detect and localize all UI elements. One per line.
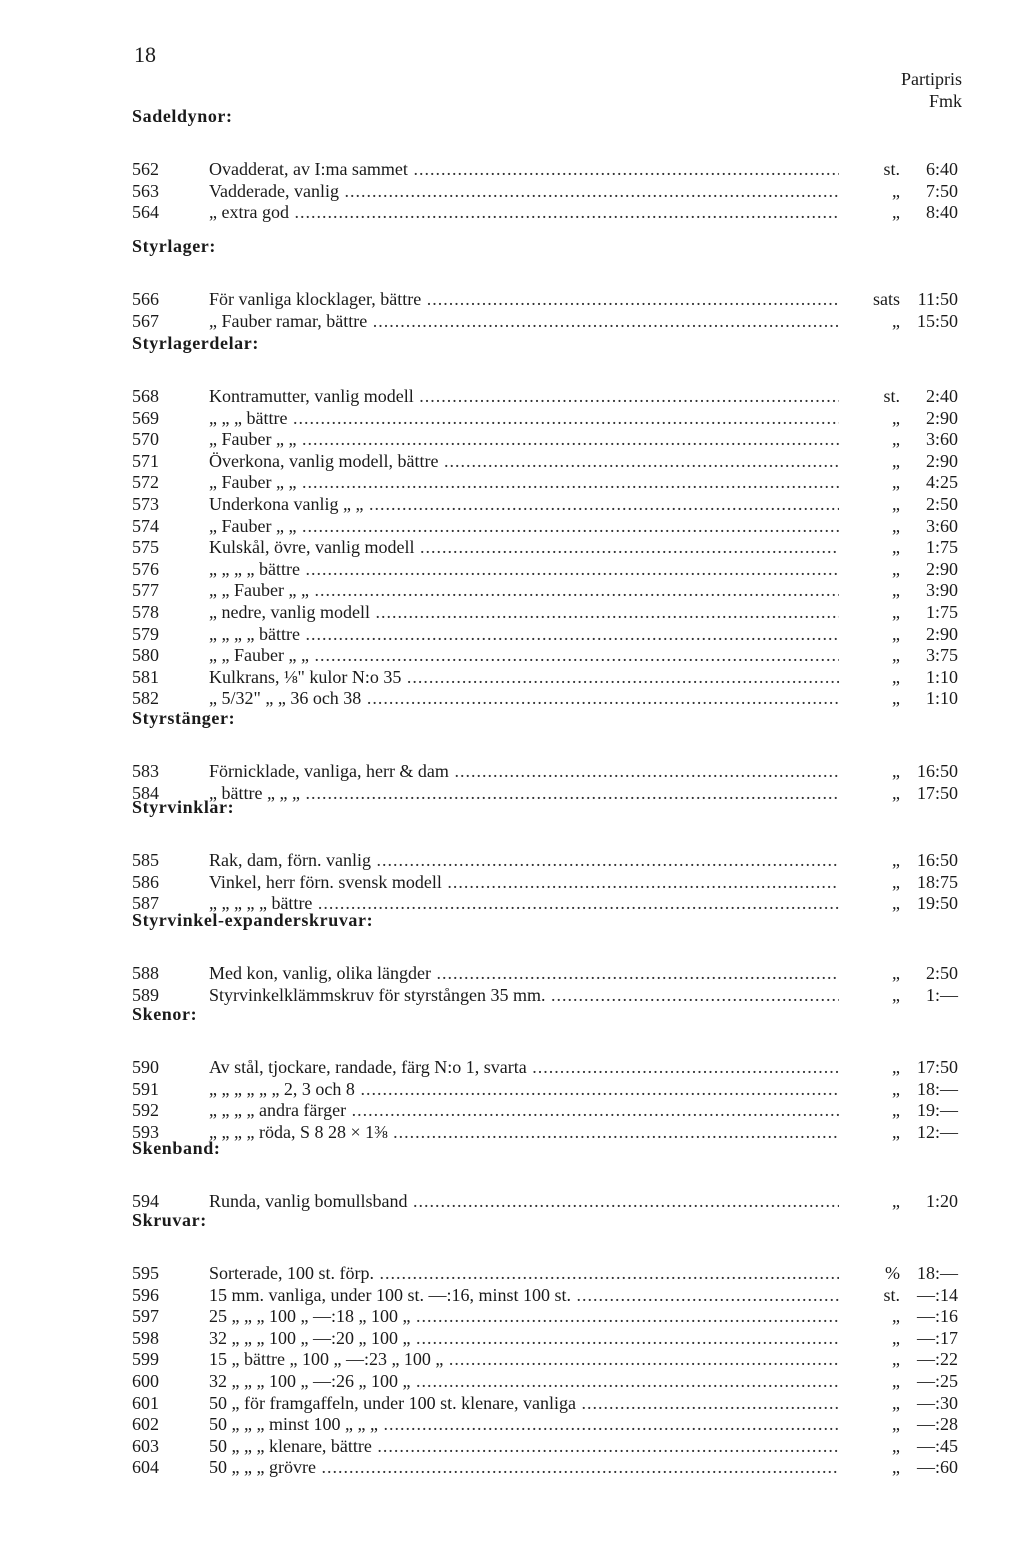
item-number: 583 — [132, 761, 159, 781]
item-description: „ „ Fauber „ „ ..... — [209, 644, 839, 666]
section-heading: Styrvinklar: — [132, 797, 235, 817]
price-row — [0, 1190, 1024, 1212]
item-price: 1:10 — [925, 666, 958, 687]
item-unit: „ — [840, 849, 900, 871]
item-description: Styrvinkelklämmskruv för styrstången 35 mm. ..... — [209, 984, 839, 1006]
section-heading: Styrstänger: — [132, 708, 236, 728]
item-number: 572 — [132, 472, 159, 493]
item-description: 32 „ „ „ 100 „ —:20 „ 100 „ ..... — [209, 1327, 839, 1349]
item-price: —:14 — [916, 1284, 958, 1305]
price-row — [0, 288, 1024, 310]
item-unit: „ — [840, 623, 900, 645]
item-price: 1:75 — [925, 537, 958, 558]
price-column-header-line1: Partipris — [901, 69, 962, 89]
item-description: „ nedre, vanlig modell ..... — [209, 601, 839, 623]
item-price: 19:50 — [916, 893, 958, 914]
item-unit: „ — [840, 493, 900, 515]
item-number: 593 — [132, 1121, 159, 1142]
price-row — [0, 515, 1024, 537]
price-row — [0, 962, 1024, 984]
item-unit: „ — [840, 1078, 900, 1100]
item-price: 8:40 — [925, 202, 958, 223]
item-unit: „ — [840, 666, 900, 688]
item-description: Förnicklade, vanliga, herr & dam ..... — [209, 760, 839, 782]
item-price: 1:75 — [925, 602, 958, 622]
price-row — [0, 450, 1024, 472]
item-description: „ Fauber ramar, bättre ..... — [209, 310, 839, 332]
item-price: —:16 — [916, 1306, 958, 1327]
item-price: 3:60 — [925, 429, 958, 450]
price-row — [0, 687, 1024, 709]
price-row — [0, 201, 1024, 223]
item-unit: % — [840, 1262, 900, 1284]
item-description: „ bättre „ „ „ ..... — [209, 782, 839, 804]
item-number: 600 — [132, 1371, 159, 1391]
item-price: —:60 — [916, 1457, 958, 1478]
price-row — [0, 1305, 1024, 1327]
item-number: 580 — [132, 645, 159, 666]
item-price: 2:90 — [925, 558, 958, 579]
price-row — [0, 1370, 1024, 1392]
price-row — [0, 849, 1024, 871]
item-price: 2:90 — [925, 450, 958, 471]
item-number: 570 — [132, 429, 159, 450]
item-description: „ Fauber „ „ ..... — [209, 515, 839, 537]
item-number: 564 — [132, 202, 159, 223]
item-price: 6:40 — [925, 159, 958, 179]
item-description: Runda, vanlig bomullsband ..... — [209, 1190, 839, 1212]
item-price: 18:— — [916, 1078, 958, 1099]
item-unit: „ — [840, 1099, 900, 1121]
item-price: 2:50 — [925, 963, 958, 983]
item-price: 17:50 — [916, 782, 958, 803]
item-unit: „ — [840, 601, 900, 623]
item-price: —:17 — [916, 1327, 958, 1348]
section-heading: Styrlager: — [132, 236, 216, 256]
item-description: Underkona vanlig „ „ ..... — [209, 493, 839, 515]
price-column-header-line2: Fmk — [928, 91, 962, 111]
price-row — [0, 158, 1024, 180]
price-row — [0, 1099, 1024, 1121]
item-price: 15:50 — [916, 310, 958, 331]
price-row — [0, 1435, 1024, 1457]
item-number: 594 — [132, 1191, 159, 1211]
item-unit: „ — [840, 782, 900, 804]
item-price: 11:50 — [917, 289, 958, 309]
item-unit: „ — [840, 428, 900, 450]
item-number: 581 — [132, 666, 159, 687]
item-number: 562 — [132, 159, 159, 179]
item-number: 578 — [132, 602, 159, 622]
item-number: 601 — [132, 1392, 159, 1413]
item-unit: „ — [840, 1056, 900, 1078]
price-row — [0, 558, 1024, 580]
item-price: 3:60 — [925, 515, 958, 536]
item-price: 17:50 — [916, 1057, 958, 1077]
item-number: 577 — [132, 580, 159, 601]
item-number: 602 — [132, 1414, 159, 1435]
price-row — [0, 1348, 1024, 1370]
item-number: 571 — [132, 450, 159, 471]
price-row — [0, 180, 1024, 202]
item-unit: „ — [840, 1348, 900, 1370]
item-price: 2:90 — [925, 407, 958, 428]
item-unit: „ — [840, 558, 900, 580]
item-number: 569 — [132, 407, 159, 428]
item-price: —:30 — [916, 1392, 958, 1413]
price-row — [0, 310, 1024, 332]
item-number: 599 — [132, 1349, 159, 1370]
price-row — [0, 760, 1024, 782]
item-description: Kulkrans, ⅛" kulor N:o 35 ..... — [209, 666, 839, 688]
item-price: 3:90 — [925, 580, 958, 601]
price-row — [0, 1392, 1024, 1414]
item-number: 568 — [132, 386, 159, 406]
item-description: 15 „ bättre „ 100 „ —:23 „ 100 „ ..... — [209, 1348, 839, 1370]
item-number: 573 — [132, 494, 159, 514]
price-row — [0, 623, 1024, 645]
item-price: 2:40 — [925, 386, 958, 406]
item-unit: „ — [840, 201, 900, 223]
item-unit: „ — [840, 1413, 900, 1435]
price-row — [0, 871, 1024, 893]
item-unit: „ — [840, 1121, 900, 1143]
item-number: 582 — [132, 688, 159, 709]
item-price: 4:25 — [925, 472, 958, 493]
section-heading: Skruvar: — [132, 1210, 207, 1230]
item-description: Vinkel, herr förn. svensk modell ..... — [209, 871, 839, 893]
item-number: 596 — [132, 1284, 159, 1305]
item-number: 592 — [132, 1100, 159, 1121]
item-description: 15 mm. vanliga, under 100 st. —:16, minst 100 st. ..... — [209, 1284, 839, 1306]
item-price: 7:50 — [925, 180, 958, 201]
item-number: 585 — [132, 850, 159, 870]
item-unit: „ — [840, 450, 900, 472]
item-price: 12:— — [916, 1121, 958, 1142]
item-unit: „ — [840, 1435, 900, 1457]
item-number: 567 — [132, 310, 159, 331]
item-description: 25 „ „ „ 100 „ —:18 „ 100 „ ..... — [209, 1305, 839, 1327]
item-unit: sats — [840, 288, 900, 310]
item-number: 595 — [132, 1263, 159, 1283]
price-row — [0, 1056, 1024, 1078]
item-number: 589 — [132, 984, 159, 1005]
item-number: 566 — [132, 289, 159, 309]
item-number: 590 — [132, 1057, 159, 1077]
item-unit: „ — [840, 1327, 900, 1349]
price-row — [0, 644, 1024, 666]
item-unit: „ — [840, 536, 900, 558]
item-description: „ „ „ „ röda, S 8 28 × 1⅜ ..... — [209, 1121, 839, 1143]
item-unit: „ — [840, 471, 900, 493]
item-unit: „ — [840, 644, 900, 666]
item-description: „ 5/32" „ „ 36 och 38 ..... — [209, 687, 839, 709]
item-unit: st. — [840, 158, 900, 180]
item-price: 1:20 — [925, 1191, 958, 1211]
item-price: —:25 — [916, 1371, 958, 1391]
item-number: 591 — [132, 1078, 159, 1099]
item-description: 50 „ „ „ grövre ..... — [209, 1456, 839, 1478]
item-number: 584 — [132, 782, 159, 803]
price-row — [0, 1327, 1024, 1349]
item-price: —:45 — [916, 1435, 958, 1456]
price-row — [0, 601, 1024, 623]
item-description: Rak, dam, förn. vanlig ..... — [209, 849, 839, 871]
item-unit: „ — [840, 1370, 900, 1392]
price-row — [0, 1413, 1024, 1435]
item-unit: „ — [840, 871, 900, 893]
item-price: 2:90 — [925, 623, 958, 644]
item-description: Kulskål, övre, vanlig modell ..... — [209, 536, 839, 558]
section-heading: Styrlagerdelar: — [132, 333, 259, 353]
item-unit: „ — [840, 310, 900, 332]
price-row — [0, 1284, 1024, 1306]
item-number: 604 — [132, 1457, 159, 1478]
item-description: „ Fauber „ „ ..... — [209, 428, 839, 450]
item-description: „ extra god ..... — [209, 201, 839, 223]
section-heading: Styrvinkel-expanderskruvar: — [132, 910, 374, 930]
price-row — [0, 385, 1024, 407]
item-description: „ „ Fauber „ „ ..... — [209, 579, 839, 601]
price-row — [0, 471, 1024, 493]
item-unit: „ — [840, 579, 900, 601]
item-unit: „ — [840, 760, 900, 782]
item-unit: „ — [840, 180, 900, 202]
price-row — [0, 407, 1024, 429]
item-number: 603 — [132, 1435, 159, 1456]
item-price: —:22 — [916, 1349, 958, 1370]
item-number: 576 — [132, 558, 159, 579]
item-unit: „ — [840, 1190, 900, 1212]
price-row — [0, 579, 1024, 601]
item-unit: st. — [840, 385, 900, 407]
item-number: 563 — [132, 180, 159, 201]
item-price: 1:— — [925, 984, 958, 1005]
item-price: 2:50 — [925, 494, 958, 514]
item-description: „ „ „ „ „ „ 2, 3 och 8 ..... — [209, 1078, 839, 1100]
item-price: 16:50 — [916, 850, 958, 870]
item-description: Sorterade, 100 st. förp. ..... — [209, 1262, 839, 1284]
item-description: 50 „ „ „ klenare, bättre ..... — [209, 1435, 839, 1457]
item-unit: „ — [840, 515, 900, 537]
item-description: „ „ „ „ bättre ..... — [209, 623, 839, 645]
item-number: 575 — [132, 537, 159, 558]
section-heading: Sadeldynor: — [132, 106, 233, 126]
item-unit: „ — [840, 1456, 900, 1478]
item-description: Med kon, vanlig, olika längder ..... — [209, 962, 839, 984]
section-heading: Skenband: — [132, 1138, 221, 1158]
item-number: 574 — [132, 515, 159, 536]
item-unit: „ — [840, 687, 900, 709]
price-row — [0, 1262, 1024, 1284]
price-row — [0, 1456, 1024, 1478]
price-column-header — [901, 68, 962, 112]
item-number: 597 — [132, 1306, 159, 1327]
item-description: Ovadderat, av I:ma sammet ..... — [209, 158, 839, 180]
item-unit: „ — [840, 962, 900, 984]
item-number: 598 — [132, 1327, 159, 1348]
item-description: „ „ „ „ andra färger ..... — [209, 1099, 839, 1121]
item-description: Överkona, vanlig modell, bättre ..... — [209, 450, 839, 472]
price-row — [0, 428, 1024, 450]
item-description: „ Fauber „ „ ..... — [209, 471, 839, 493]
section-heading: Skenor: — [132, 1004, 198, 1024]
item-description: Av stål, tjockare, randade, färg N:o 1, svarta ..... — [209, 1056, 839, 1078]
item-price: 16:50 — [916, 761, 958, 781]
price-row — [0, 536, 1024, 558]
item-number: 587 — [132, 893, 159, 914]
item-description: Kontramutter, vanlig modell ..... — [209, 385, 839, 407]
item-price: 18:75 — [916, 871, 958, 892]
item-price: 1:10 — [925, 688, 958, 709]
item-description: För vanliga klocklager, bättre ..... — [209, 288, 839, 310]
item-unit: „ — [840, 984, 900, 1006]
price-row — [0, 984, 1024, 1006]
price-row — [0, 493, 1024, 515]
item-unit: „ — [840, 1305, 900, 1327]
item-price: —:28 — [916, 1414, 958, 1435]
item-description: 32 „ „ „ 100 „ —:26 „ 100 „ ..... — [209, 1370, 839, 1392]
price-row — [0, 1078, 1024, 1100]
item-price: 18:— — [916, 1263, 958, 1283]
item-description: „ „ „ bättre ..... — [209, 407, 839, 429]
price-row — [0, 666, 1024, 688]
item-unit: st. — [840, 1284, 900, 1306]
item-number: 586 — [132, 871, 159, 892]
item-price: 19:— — [916, 1100, 958, 1121]
item-unit: „ — [840, 407, 900, 429]
item-description: 50 „ för framgaffeln, under 100 st. klenare, vanliga ..... — [209, 1392, 839, 1414]
item-price: 3:75 — [925, 645, 958, 666]
item-number: 588 — [132, 963, 159, 983]
item-unit: „ — [840, 892, 900, 914]
item-description: „ „ „ „ „ bättre ..... — [209, 892, 839, 914]
item-number: 579 — [132, 623, 159, 644]
item-unit: „ — [840, 1392, 900, 1414]
page-number: 18 — [134, 42, 156, 67]
item-description: „ „ „ „ bättre ..... — [209, 558, 839, 580]
item-description: 50 „ „ „ minst 100 „ „ „ ..... — [209, 1413, 839, 1435]
item-description: Vadderade, vanlig ..... — [209, 180, 839, 202]
